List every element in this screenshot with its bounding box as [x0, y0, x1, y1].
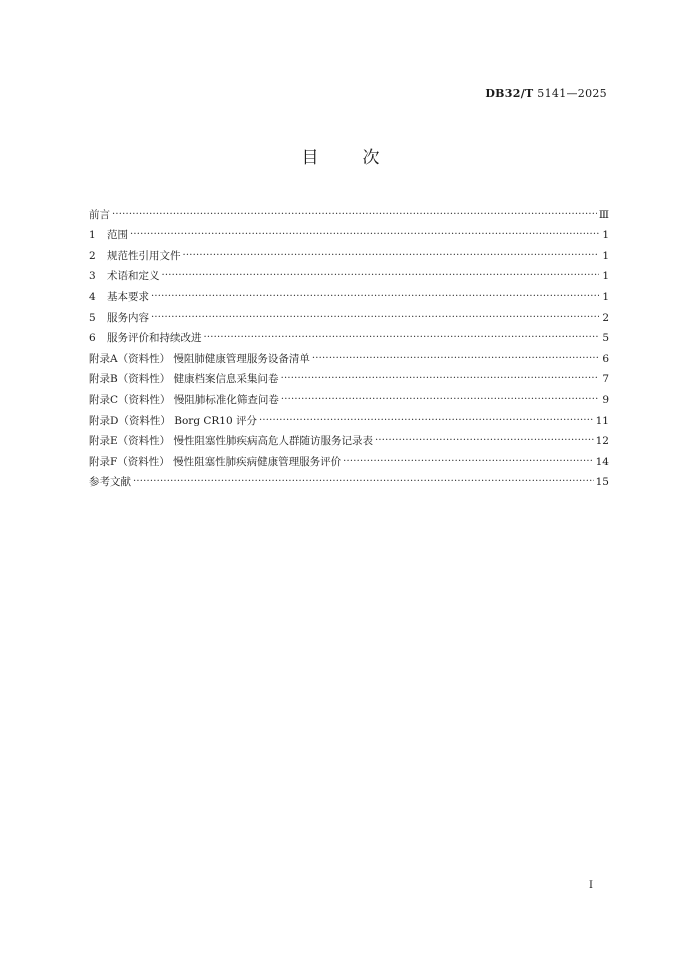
toc-leader-dots: [204, 331, 600, 345]
toc-entry[interactable]: [89, 469, 609, 490]
toc-entry-page: 5: [602, 332, 609, 345]
toc-entry-page: 14: [595, 455, 609, 468]
toc-entry[interactable]: [89, 283, 609, 304]
toc-list: [89, 201, 609, 489]
toc-entry[interactable]: [89, 325, 609, 346]
toc-leader-dots: [281, 393, 599, 407]
toc-entry-title: 范围: [107, 229, 128, 242]
toc-entry-page: 1: [602, 270, 609, 283]
toc-leader-dots: [112, 208, 597, 222]
toc-entry-title: 附录E（资料性） 慢性阻塞性肺疾病高危人群随访服务记录表: [89, 435, 374, 448]
toc-entry[interactable]: [89, 263, 609, 284]
toc-entry-page: Ⅲ: [598, 208, 609, 221]
toc-entry-page: 12: [595, 435, 609, 448]
toc-entry-title: 基本要求: [107, 290, 149, 303]
toc-leader-dots: [343, 455, 594, 469]
toc-entry-title: 服务内容: [107, 311, 149, 324]
toc-leader-dots: [259, 414, 594, 428]
toc-entry-title: 附录D（资料性） Borg CR10 评分: [89, 414, 258, 427]
toc-entry-number: 6: [89, 332, 96, 345]
toc-entry[interactable]: [89, 448, 609, 469]
toc-entry-title: 附录F（资料性） 慢性阻塞性肺疾病健康管理服务评价: [89, 455, 342, 468]
toc-entry-title: 参考文献: [89, 476, 131, 489]
toc-entry-page: 1: [602, 229, 609, 242]
toc-entry-page: 9: [602, 393, 609, 406]
toc-entry-title: 服务评价和持续改进: [107, 332, 202, 345]
toc-entry[interactable]: [89, 201, 609, 222]
toc-leader-dots: [183, 249, 600, 263]
standard-code: [485, 87, 607, 100]
toc-entry[interactable]: [89, 407, 609, 428]
toc-entry-title: 附录B（资料性） 健康档案信息采集问卷: [89, 373, 279, 386]
toc-entry-title: 附录C（资料性） 慢阻肺标准化筛查问卷: [89, 393, 279, 406]
toc-entry-number: 1: [89, 229, 96, 242]
toc-entry[interactable]: [89, 345, 609, 366]
toc-entry-page: 15: [595, 476, 609, 489]
standard-code-number: 5141—2025: [537, 87, 607, 100]
toc-leader-dots: [281, 372, 599, 386]
toc-entry-title: 前言: [89, 208, 110, 221]
toc-entry-number: 4: [89, 290, 96, 303]
toc-leader-dots: [133, 475, 594, 489]
toc-entry-title: 规范性引用文件: [107, 249, 181, 262]
toc-leader-dots: [375, 434, 594, 448]
toc-entry[interactable]: [89, 428, 609, 449]
toc-entry-page: 11: [595, 414, 609, 427]
toc-leader-dots: [162, 269, 600, 283]
toc-title: 目次: [301, 148, 424, 168]
toc-entry[interactable]: [89, 386, 609, 407]
page-number: I: [589, 880, 593, 891]
toc-leader-dots: [151, 311, 599, 325]
standard-code-prefix: DB32/T: [485, 87, 534, 100]
toc-entry-title: 术语和定义: [107, 270, 160, 283]
toc-entry-number: 2: [89, 249, 96, 262]
toc-entry-number: 3: [89, 270, 96, 283]
toc-leader-dots: [312, 352, 599, 366]
toc-entry-page: 6: [602, 352, 609, 365]
toc-leader-dots: [151, 290, 599, 304]
toc-entry-page: 2: [602, 311, 609, 324]
toc-entry[interactable]: [89, 366, 609, 387]
toc-entry-page: 1: [602, 290, 609, 303]
toc-entry-page: 7: [602, 373, 609, 386]
toc-entry-page: 1: [602, 249, 609, 262]
toc-entry[interactable]: [89, 222, 609, 243]
toc-entry-number: 5: [89, 311, 96, 324]
toc-entry[interactable]: [89, 242, 609, 263]
toc-entry-title: 附录A（资料性） 慢阻肺健康管理服务设备清单: [89, 352, 310, 365]
toc-entry[interactable]: [89, 304, 609, 325]
toc-leader-dots: [130, 228, 599, 242]
